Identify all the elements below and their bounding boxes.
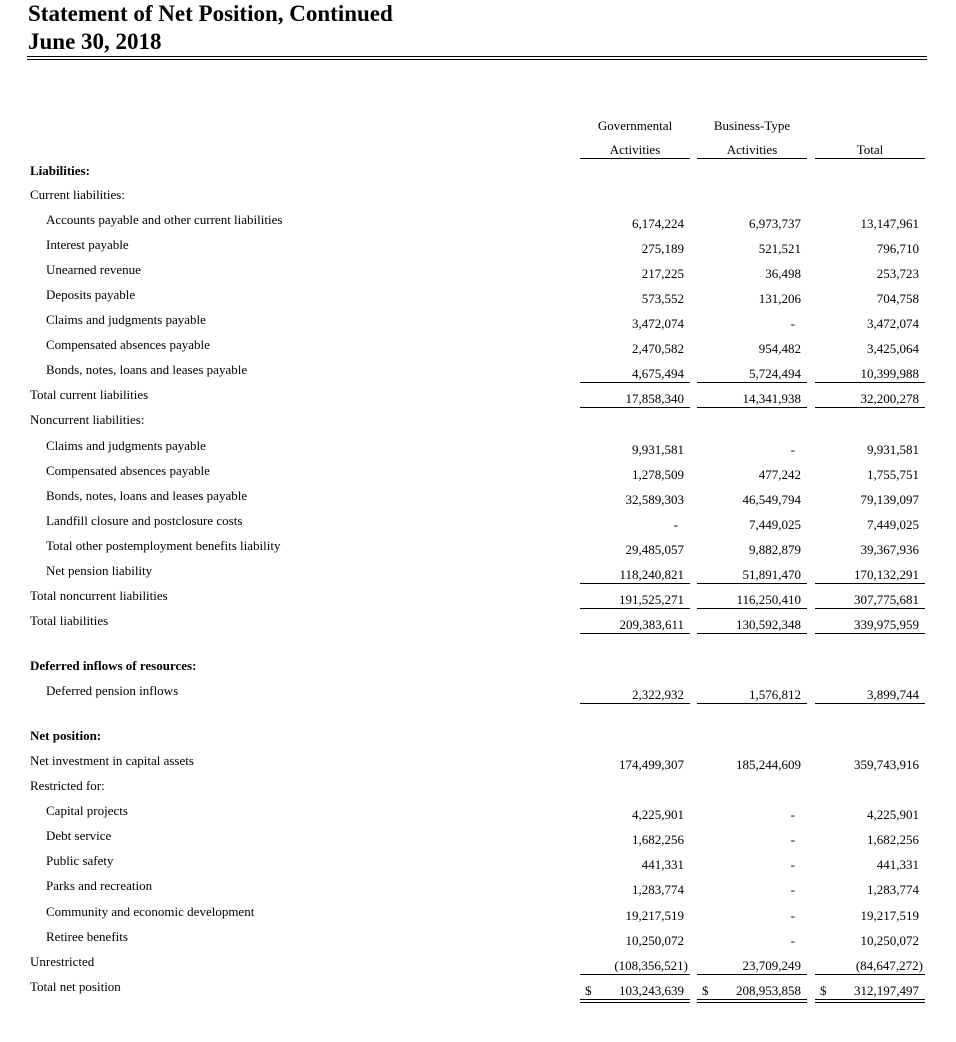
title-rule-2 (27, 59, 927, 60)
row-value: 1,576,812 (749, 687, 801, 702)
underline (580, 382, 690, 383)
row-value: 312,197,497 (854, 983, 919, 998)
row-label: Landfill closure and postclosure costs (46, 513, 243, 528)
row-label: Restricted for: (30, 778, 105, 793)
row-value: 359,743,916 (854, 757, 919, 772)
row-value: - (790, 857, 795, 872)
row-value: - (790, 832, 795, 847)
row-value: 6,174,224 (632, 216, 684, 231)
row-value: 1,283,774 (867, 882, 919, 897)
header-underline (815, 158, 925, 159)
underline (697, 974, 807, 975)
row-value: 1,682,256 (632, 832, 684, 847)
row-label: Compensated absences payable (46, 337, 210, 352)
column-header-business-2: Activities (726, 142, 778, 157)
row-label: Parks and recreation (46, 878, 153, 893)
row-value: 4,675,494 (632, 366, 684, 381)
column-header-governmental: Governmental (597, 118, 673, 133)
row-value: 131,206 (758, 291, 801, 306)
row-value: - (790, 442, 795, 457)
row-label: Net investment in capital assets (30, 753, 194, 768)
row-value: 19,217,519 (625, 908, 684, 923)
underline (697, 608, 807, 609)
row-label: Liabilities: (30, 163, 90, 178)
row-label: Bonds, notes, loans and leases payable (46, 488, 248, 503)
row-value: 32,200,278 (860, 391, 919, 406)
row-value: 4,225,901 (632, 807, 684, 822)
row-label: Debt service (46, 828, 112, 843)
row-value: - (790, 908, 795, 923)
underline (815, 974, 925, 975)
row-value: 573,552 (641, 291, 684, 306)
column-header-business: Business-Type (713, 118, 791, 133)
row-label: Deferred inflows of resources: (30, 658, 197, 673)
row-label: Total noncurrent liabilities (30, 588, 168, 603)
underline (697, 407, 807, 408)
row-value: 3,425,064 (867, 341, 919, 356)
underline (580, 608, 690, 609)
row-value: 116,250,410 (736, 592, 801, 607)
row-value: 7,449,025 (749, 517, 801, 532)
underline (697, 583, 807, 584)
currency-symbol: $ (585, 983, 592, 998)
row-label: Net pension liability (46, 563, 153, 578)
underline (697, 703, 807, 704)
row-label: Capital projects (46, 803, 128, 818)
row-value: 29,485,057 (625, 542, 684, 557)
underline (815, 608, 925, 609)
underline (580, 407, 690, 408)
row-value: 36,498 (765, 266, 801, 281)
row-value: 275,189 (641, 241, 684, 256)
row-value: 185,244,609 (736, 757, 801, 772)
row-value: 477,242 (758, 467, 801, 482)
row-value: (84,647,272) (855, 958, 923, 973)
row-label: Retiree benefits (46, 929, 128, 944)
row-label: Net position: (30, 728, 102, 743)
column-header-total: Total (856, 142, 884, 157)
row-value: 170,132,291 (854, 567, 919, 582)
row-value: 10,250,072 (625, 933, 684, 948)
row-value: 19,217,519 (860, 908, 919, 923)
row-value: - (790, 807, 795, 822)
row-value: 217,225 (641, 266, 684, 281)
row-value: 441,331 (876, 857, 919, 872)
row-value: 191,525,271 (619, 592, 684, 607)
row-value: 9,931,581 (632, 442, 684, 457)
row-label: Unearned revenue (46, 262, 141, 277)
row-label: Interest payable (46, 237, 129, 252)
row-value: 208,953,858 (736, 983, 801, 998)
row-label: Current liabilities: (30, 187, 125, 202)
row-label: Compensated absences payable (46, 463, 210, 478)
row-value: - (673, 517, 678, 532)
row-value: 1,682,256 (867, 832, 919, 847)
row-value: 130,592,348 (736, 617, 801, 632)
row-value: 3,472,074 (632, 316, 684, 331)
row-label: Deposits payable (46, 287, 136, 302)
row-value: 253,723 (876, 266, 919, 281)
row-value: 13,147,961 (860, 216, 919, 231)
row-value: 17,858,340 (625, 391, 684, 406)
row-label: Total net position (30, 979, 121, 994)
row-label: Claims and judgments payable (46, 312, 206, 327)
underline (697, 382, 807, 383)
row-value: 5,724,494 (749, 366, 801, 381)
row-label: Unrestricted (30, 954, 95, 969)
row-label: Deferred pension inflows (46, 683, 179, 698)
row-value: 9,931,581 (867, 442, 919, 457)
underline (580, 583, 690, 584)
row-label: Total current liabilities (30, 387, 149, 402)
row-value: - (790, 316, 795, 331)
underline (580, 974, 690, 975)
header-underline (580, 158, 690, 159)
double-underline (580, 999, 690, 1003)
row-value: 307,775,681 (854, 592, 919, 607)
underline (697, 633, 807, 634)
row-value: 3,472,074 (867, 316, 919, 331)
row-value: 2,470,582 (632, 341, 684, 356)
row-value: 7,449,025 (867, 517, 919, 532)
row-value: 1,755,751 (867, 467, 919, 482)
row-value: 1,278,509 (632, 467, 684, 482)
row-label: Claims and judgments payable (46, 438, 206, 453)
row-value: - (790, 882, 795, 897)
row-value: 10,399,988 (860, 366, 919, 381)
underline (580, 703, 690, 704)
row-value: 6,973,737 (749, 216, 801, 231)
row-value: 339,975,959 (854, 617, 919, 632)
currency-symbol: $ (820, 983, 827, 998)
row-label: Accounts payable and other current liabilities (46, 212, 283, 227)
row-value: 209,383,611 (619, 617, 684, 632)
row-value: 46,549,794 (742, 492, 801, 507)
row-label: Total other postemployment benefits liability (46, 538, 281, 553)
underline (815, 703, 925, 704)
header-underline (697, 158, 807, 159)
statement-date: June 30, 2018 (28, 29, 162, 54)
row-value: (108,356,521) (614, 958, 688, 973)
row-value: 954,482 (758, 341, 801, 356)
row-label: Total liabilities (30, 613, 109, 628)
double-underline (815, 999, 925, 1003)
row-value: 3,899,744 (867, 687, 919, 702)
row-value: 103,243,639 (619, 983, 684, 998)
row-value: 23,709,249 (742, 958, 801, 973)
row-value: 2,322,932 (632, 687, 684, 702)
currency-symbol: $ (702, 983, 709, 998)
row-label: Community and economic development (46, 904, 255, 919)
row-value: 79,139,097 (860, 492, 919, 507)
row-label: Noncurrent liabilities: (30, 412, 145, 427)
underline (815, 407, 925, 408)
row-value: 39,367,936 (860, 542, 919, 557)
row-value: 4,225,901 (867, 807, 919, 822)
row-value: 51,891,470 (742, 567, 801, 582)
row-value: 174,499,307 (619, 757, 684, 772)
row-value: - (790, 933, 795, 948)
underline (580, 633, 690, 634)
row-value: 441,331 (641, 857, 684, 872)
row-value: 10,250,072 (860, 933, 919, 948)
row-label: Public safety (46, 853, 114, 868)
title-rule (27, 56, 927, 57)
row-value: 1,283,774 (632, 882, 684, 897)
row-label: Bonds, notes, loans and leases payable (46, 362, 248, 377)
underline (815, 382, 925, 383)
underline (815, 583, 925, 584)
row-value: 704,758 (876, 291, 919, 306)
row-value: 14,341,938 (742, 391, 801, 406)
statement-title: Statement of Net Position, Continued (28, 1, 393, 26)
row-value: 796,710 (876, 241, 919, 256)
row-value: 32,589,303 (625, 492, 684, 507)
double-underline (697, 999, 807, 1003)
row-value: 118,240,821 (619, 567, 684, 582)
underline (815, 633, 925, 634)
column-header-governmental-2: Activities (609, 142, 661, 157)
row-value: 521,521 (758, 241, 801, 256)
row-value: 9,882,879 (749, 542, 801, 557)
